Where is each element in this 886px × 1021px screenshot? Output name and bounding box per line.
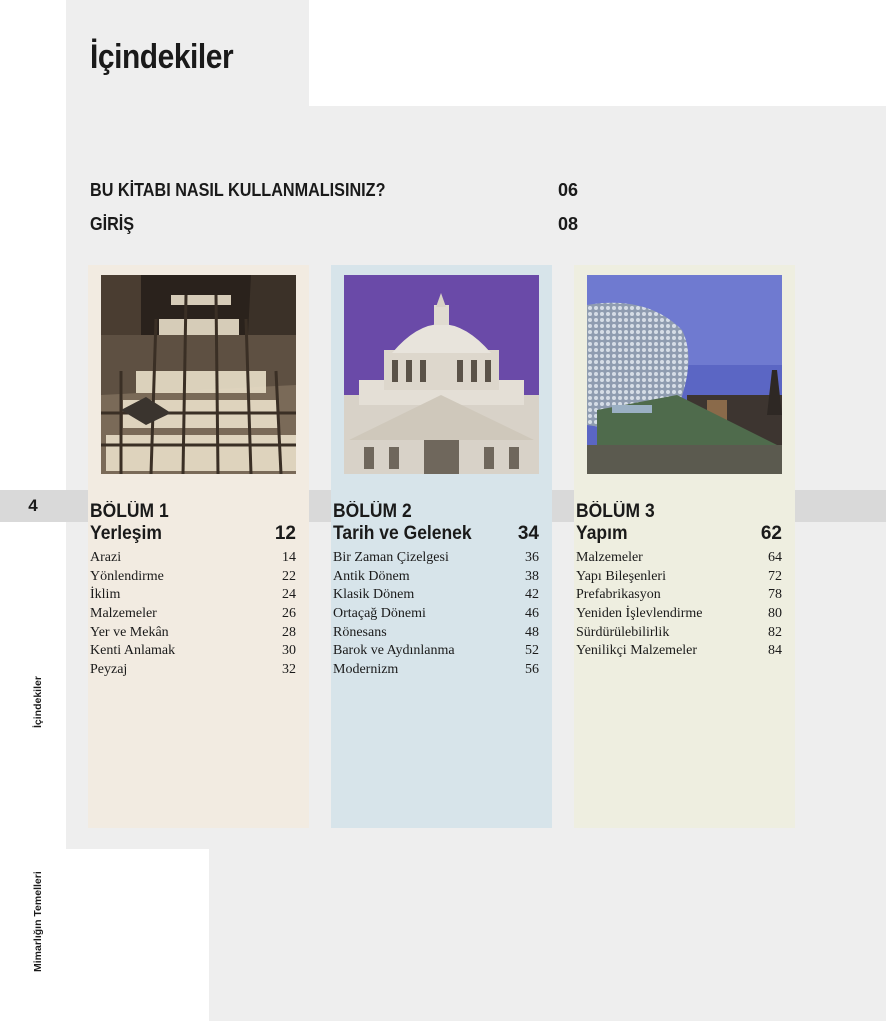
chapter-3-column [574, 265, 795, 828]
toc-entry-page: 24 [282, 587, 296, 603]
toc-entry-title: Sürdürülebilirlik [576, 624, 670, 640]
toc-entry[interactable] [576, 605, 782, 624]
toc-entry-page: 36 [525, 550, 539, 565]
toc-entry-title: Modernizm [333, 662, 399, 678]
toc-entry-page: 46 [525, 606, 539, 622]
toc-entry-page: 72 [768, 568, 782, 584]
toc-entry-page: 84 [768, 643, 782, 659]
toc-entry[interactable] [333, 624, 539, 643]
modern-building-photo [587, 275, 782, 474]
courtyard-shadow-photo [101, 275, 296, 474]
toc-entry-title: Malzemeler [576, 550, 643, 565]
toc-entry[interactable] [333, 586, 539, 605]
toc-entry[interactable] [90, 549, 296, 568]
toc-entry-page: 28 [282, 624, 296, 640]
toc-entry[interactable] [333, 661, 539, 680]
toc-entry-title: Yapı Bileşenleri [576, 568, 666, 584]
toc-entry-title: Peyzaj [90, 662, 128, 678]
intro-row-introduction[interactable] [90, 214, 580, 238]
toc-entry[interactable] [90, 661, 296, 680]
toc-entry[interactable] [90, 605, 296, 624]
toc-entry-title: Malzemeler [90, 606, 157, 622]
toc-entry-page: 26 [282, 606, 296, 622]
chapter-2-column [331, 265, 552, 828]
toc-entry[interactable] [90, 642, 296, 661]
toc-entry-page: 42 [525, 587, 539, 603]
toc-entry-title: Yeniden İşlevlendirme [576, 606, 703, 622]
chapter-page: 34 [517, 523, 539, 544]
toc-entry[interactable] [333, 605, 539, 624]
chapter-page: 12 [274, 523, 296, 544]
toc-entry-title: Arazi [90, 550, 122, 565]
intro-page: 06 [558, 180, 579, 200]
chapter-title: Yerleşim [90, 523, 162, 544]
toc-entry-page: 22 [282, 568, 296, 584]
toc-entry[interactable] [90, 586, 296, 605]
toc-entry[interactable] [333, 568, 539, 587]
toc-entry-title: Yönlendirme [90, 568, 164, 584]
toc-entry-page: 14 [282, 550, 296, 565]
toc-entry-page: 56 [525, 662, 539, 678]
toc-entry-title: İklim [90, 587, 121, 603]
toc-entry[interactable] [576, 586, 782, 605]
toc-entry[interactable] [90, 568, 296, 587]
toc-entry-title: Yenilikçi Malzemeler [576, 643, 698, 659]
toc-entry-title: Barok ve Aydınlanma [333, 643, 455, 659]
intro-label: BU KİTABI NASIL KULLANMALISINIZ? [90, 180, 386, 200]
toc-entry[interactable] [576, 568, 782, 587]
toc-entry-page: 80 [768, 606, 782, 622]
chapter-label: BÖLÜM 2 [333, 501, 412, 522]
toc-entry[interactable] [576, 549, 782, 568]
toc-entry-title: Klasik Dönem [333, 587, 415, 603]
toc-entry-page: 78 [768, 587, 782, 603]
cathedral-dome-photo [344, 275, 539, 474]
toc-entry-title: Prefabrikasyon [576, 587, 661, 603]
intro-page: 08 [558, 214, 579, 234]
toc-entry-title: Kenti Anlamak [90, 643, 176, 659]
toc-entry-title: Ortaçağ Dönemi [333, 606, 426, 622]
toc-entry-title: Antik Dönem [333, 568, 410, 584]
chapter-1-toc [90, 549, 296, 680]
toc-entry[interactable] [333, 642, 539, 661]
toc-entry-page: 64 [768, 550, 782, 565]
chapter-1-column [88, 265, 309, 828]
book-title-label: Mimarlığın Temelleri [32, 871, 44, 972]
toc-entry[interactable] [333, 549, 539, 568]
chapter-page: 62 [760, 523, 782, 544]
toc-entry-page: 82 [768, 624, 782, 640]
toc-entry-page: 30 [282, 643, 296, 659]
toc-entry[interactable] [576, 624, 782, 643]
chapter-label: BÖLÜM 1 [90, 501, 169, 522]
toc-entry-page: 38 [525, 568, 539, 584]
toc-entry[interactable] [576, 642, 782, 661]
chapter-2-toc [333, 549, 539, 680]
intro-label: GİRİŞ [90, 214, 135, 234]
intro-row-how-to-use[interactable] [90, 180, 580, 204]
page-number: 4 [28, 496, 38, 515]
chapter-3-toc [576, 549, 782, 661]
toc-entry-page: 48 [525, 624, 539, 640]
chapter-title: Tarih ve Gelenek [333, 523, 472, 544]
toc-entry-title: Bir Zaman Çizelgesi [333, 550, 449, 565]
toc-entry-title: Yer ve Mekân [90, 624, 169, 640]
toc-entry[interactable] [90, 624, 296, 643]
toc-entry-page: 32 [282, 662, 296, 678]
page-title: İçindekiler [90, 38, 234, 76]
footer-panel [209, 849, 886, 1021]
chapter-label: BÖLÜM 3 [576, 501, 655, 522]
toc-entry-title: Rönesans [333, 624, 387, 640]
chapter-title: Yapım [576, 523, 628, 544]
toc-entry-page: 52 [525, 643, 539, 659]
side-section-label: İçindekiler [32, 676, 44, 728]
